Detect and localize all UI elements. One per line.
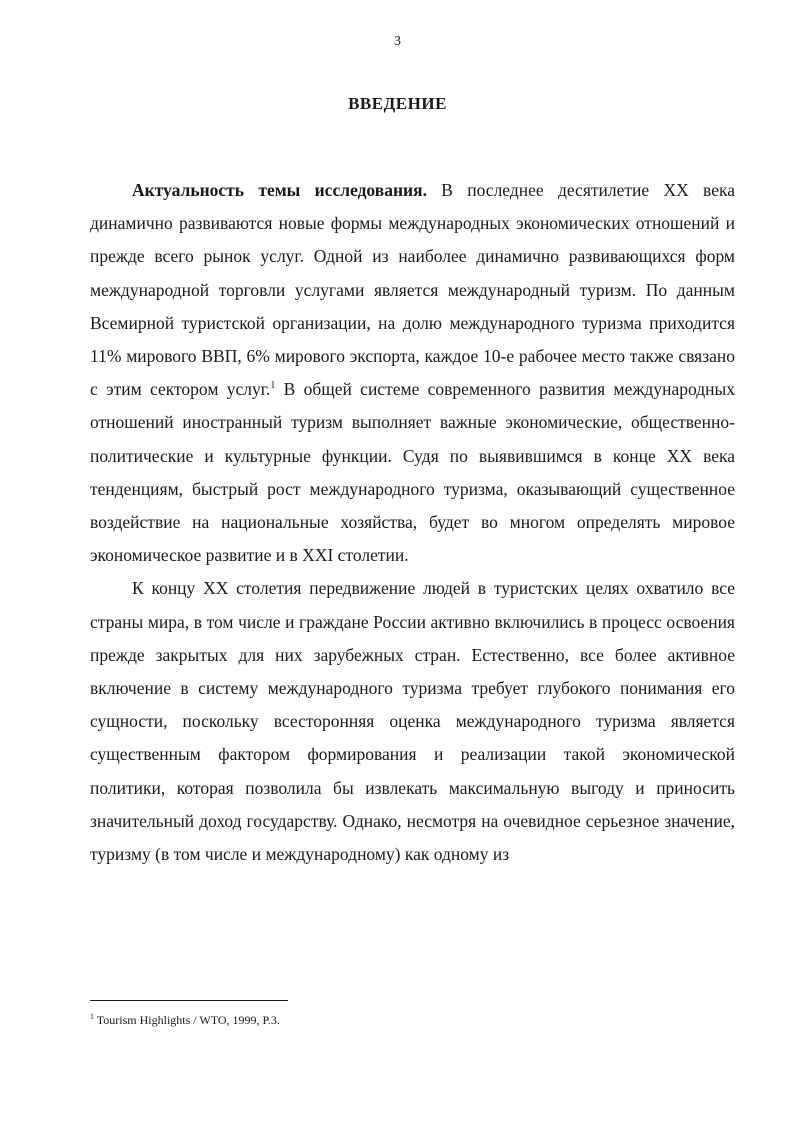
paragraph-1-text-b: В общей системе современного развития международных отношений иностранный туризм выполняет важные экономические, общественно-политические и культурные функции. Судя по выявившимся в конце XX века тенденциям, быстрый рост международного туризма, оказывающий существенное воздействие на национальные хозяйства, будет во многом определять мировое экономическое развитие и в XXI столетии. — [90, 379, 735, 566]
section-heading: ВВЕДЕНИЕ — [348, 94, 447, 113]
footnote — [90, 1013, 280, 1028]
page-number: 3 — [394, 34, 401, 49]
paragraph-2: К концу XX столетия передвижение людей в туристских целях охватило все страны мира, в том числе и граждане России активно включились в процесс освоения прежде закрытых для них зарубежных стран. Естественно, все более активное включение в систему международного туризма требует глубокого понимания его сущности, поскольку всесторонняя оценка международного туризма является существенным фактором формирования и реализации такой экономической политики, которая позволила бы извлекать максимальную выгоду и приносить значительный доход государству. Однако, несмотря на очевидное серьезное значение, туризму (в том числе и международному) как одному из — [90, 578, 735, 865]
footnote-text: Tourism Highlights / WTO, 1999, P.3. — [94, 1013, 280, 1027]
footnote-marker: 1 — [90, 1012, 94, 1021]
paragraph-1-text-a: В последнее десятилетие XX века динамично развиваются новые формы международных экономических отношений и прежде всего рынок услуг. Одной из наиболее динамично развивающихся форм международной торговли услугами является международный туризм. По данным Всемирной туристской организации, на долю международного туризма приходится 11% мирового ВВП, 6% мирового экспорта, каждое 10-е рабочее место также связано с этим сектором услуг. — [90, 180, 735, 400]
body-text — [90, 174, 735, 871]
paragraph-lead: Актуальность темы исследования. — [132, 180, 427, 200]
footnote-reference: 1 — [270, 380, 276, 392]
paragraph-1 — [90, 174, 735, 572]
footnote-divider — [90, 1000, 288, 1001]
